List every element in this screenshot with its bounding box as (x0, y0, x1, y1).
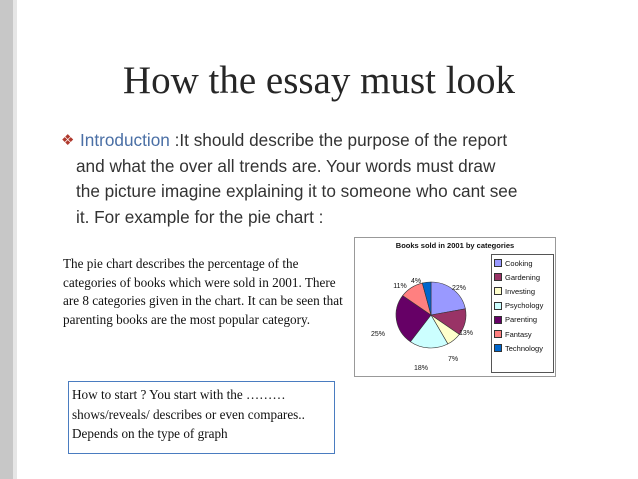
how-to-start-box: How to start ? You start with the ……… shows/reveals/ describes or even compares.. Depends on the type of graph (68, 381, 335, 454)
legend-swatch (494, 344, 502, 352)
intro-lead: Introduction (80, 130, 170, 150)
chart-description: The pie chart describes the percentage of the categories of books which were sold in 2001. There are 8 categories given in the chart. It can be seen that parenting books are the most popular category. (63, 256, 343, 327)
legend-swatch (494, 287, 502, 295)
legend-label: Parenting (505, 315, 538, 325)
chart-title: Books sold in 2001 by categories (395, 241, 515, 250)
intro-text: :It should describe the purpose of the report (169, 130, 508, 150)
diamond-bullet-icon: ❖ (61, 132, 75, 149)
legend-swatch (494, 316, 502, 324)
intro-line-2: and what the over all trends are. Your words must draw (76, 155, 496, 176)
pie-chart (354, 237, 556, 377)
legend-label: Investing (505, 286, 536, 296)
legend-item-parenting (494, 313, 553, 327)
legend-swatch (494, 302, 502, 310)
intro-line-4: it. For example for the pie chart : (76, 206, 324, 227)
legend-label: Gardening (505, 272, 541, 282)
pie-label-technology: 4% (410, 278, 422, 285)
legend-label: Fantasy (505, 329, 532, 339)
intro-line-1 (63, 128, 591, 154)
legend-item-fantasy (494, 327, 553, 341)
pie-label-fantasy: 11% (393, 283, 407, 290)
intro-line-3: the picture imagine explaining it to someone who cant see (76, 181, 518, 202)
pie-label-gardening: 13% (458, 330, 474, 337)
pie-label-psychology: 18% (413, 365, 429, 372)
legend-item-technology (494, 341, 553, 355)
chart-legend (491, 254, 554, 373)
pie-label-cooking: 22% (451, 285, 467, 292)
legend-label: Cooking (505, 258, 533, 268)
pie-label-investing: 7% (447, 356, 459, 363)
legend-swatch (494, 259, 502, 267)
legend-swatch (494, 330, 502, 338)
legend-label: Technology (505, 343, 543, 353)
legend-item-psychology (494, 299, 553, 313)
legend-swatch (494, 273, 502, 281)
pie-label-parenting: 25% (370, 331, 386, 338)
legend-item-gardening (494, 270, 553, 284)
legend-item-cooking (494, 256, 553, 270)
legend-label: Psychology (505, 301, 544, 311)
intro-paragraph (63, 128, 591, 230)
legend-item-investing (494, 284, 553, 298)
slide-title: How the essay must look (122, 59, 516, 102)
